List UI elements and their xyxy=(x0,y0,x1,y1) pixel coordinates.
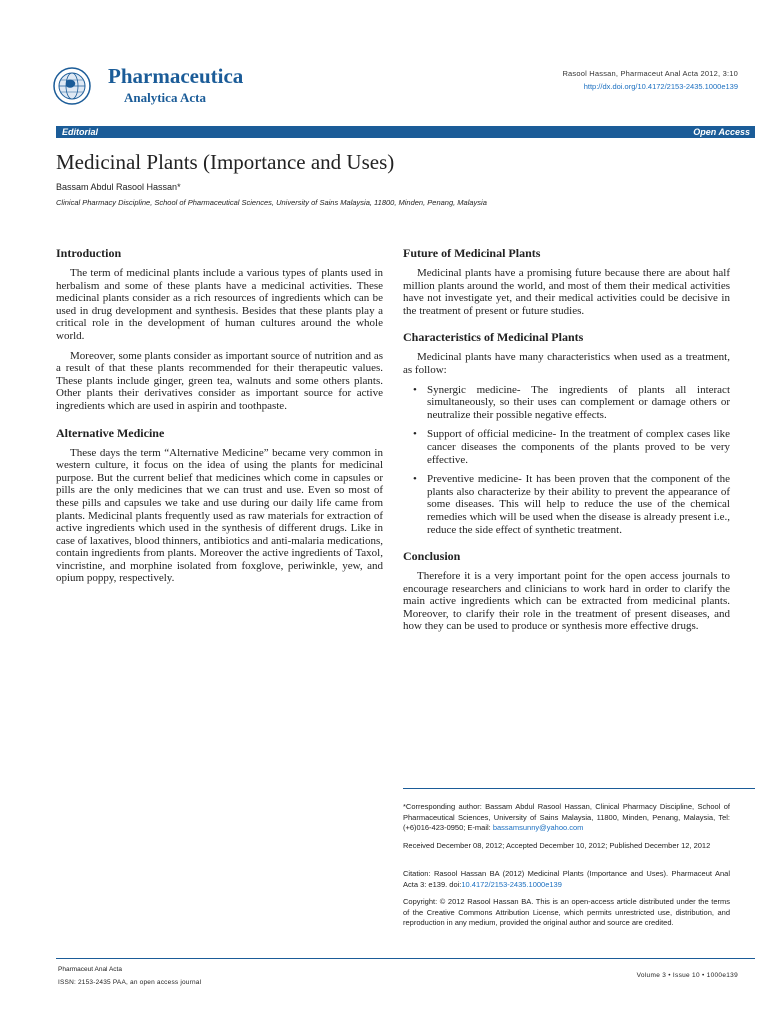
list-item-text: Support of official medicine- In the treatment of complex cases like cancer diseases the components of the plants proved to be very effective. xyxy=(427,428,730,466)
paragraph: Therefore it is a very important point for the open access journals to encourage researchers and clinicians to work hard in order to clarify the main active ingredients which can be extracted from medicinal plants. Moreover, to clarify their role in the treatment of present diseases, and how they can be used to produce or synthesis more effective drugs. xyxy=(403,570,730,633)
header-doi-link[interactable]: http://dx.doi.org/10.4172/2153-2435.1000e139 xyxy=(583,82,738,91)
bullet-icon: • xyxy=(413,383,417,396)
author-affiliation: Clinical Pharmacy Discipline, School of Pharmaceutical Sciences, University of Sains Malaysia, 11800, Minden, Penang, Malaysia xyxy=(56,198,487,207)
list-item xyxy=(413,428,730,466)
citation-note xyxy=(403,869,730,890)
bullet-icon: • xyxy=(413,473,417,486)
section-heading-introduction: Introduction xyxy=(56,246,122,260)
list-item-text: Synergic medicine- The ingredients of plants all interact simultaneously, so their uses can complement or damage others or neutralize their possible negative effects. xyxy=(427,383,730,421)
footer-divider xyxy=(56,958,755,959)
footer-issn: ISSN: 2153-2435 PAA, an open access journal xyxy=(58,979,202,986)
bullet-icon: • xyxy=(413,428,417,441)
paragraph: The term of medicinal plants include a various types of plants used in herbalism and some of these plants have a medicinal activities. These medicinal plants consider as a rich resources of ingredients which can be used in drug development and synthesis. Besides that these plants play a critical role in the development of human cultures around the whole world. xyxy=(56,267,383,342)
list-item xyxy=(413,383,730,422)
journal-title: Pharmaceutica xyxy=(108,64,244,88)
footer-journal-abbrev: Pharmaceut Anal Acta xyxy=(58,966,122,973)
list-item xyxy=(413,473,730,536)
characteristics-list xyxy=(403,384,730,537)
paragraph: Medicinal plants have many characteristics when used as a treatment, as follow: xyxy=(403,351,730,376)
article-type-bar xyxy=(56,126,755,138)
open-access-label: Open Access xyxy=(693,127,750,137)
section-heading-conclusion: Conclusion xyxy=(403,549,461,564)
paragraph: Moreover, some plants consider as important source of nutrition and as a result of that these plants recommended for their therapeutic values. These plants include ginger, green tea, walnuts and some others plants. Other plants their derivatives consider as important source for active ingredients which are used in aspirin and toothpaste. xyxy=(56,349,383,412)
article-title: Medicinal Plants (Importance and Uses) xyxy=(56,150,395,174)
section-heading-future: Future of Medicinal Plants xyxy=(403,246,541,260)
paragraph: These days the term “Alternative Medicine” became very common in western culture, it focus on the idea of using the plants for medicinal purpose. But the current belief that medicines which come in capsules or pills are the only medicines that we can trust and use. Even so most of these pills and capsules we take and use during our daily life came from plants. Medicinal plants frequently used as raw materials for extraction of active ingredients which used in the synthesis of different drugs. Like in case of laxatives, blood thinners, antibiotics and anti-malaria medications, contain ingredients from plants. Moreover the active ingredients of Taxol, vincristine, and morphine isolated from foxglove, periwinkle, yew, and opium poppy, respectively. xyxy=(56,446,383,585)
list-item-text: Preventive medicine- It has been proven that the component of the plants also characterize by their ability to prevent the appearance of some diseases. This will help to reduce the use of the chemical remedies which will be used when the disease is already present i.e., reduce the side effect of synthetic treatment. xyxy=(427,473,730,536)
corresponding-author-text: *Corresponding author: Bassam Abdul Rasool Hassan, Clinical Pharmacy Discipline, School of Pharmaceutical Sciences, University of Sains Malaysia, 11800, Minden, Penang, Malaysia, Tel: (+6)016-423-0950; E-mail: xyxy=(403,802,730,832)
globe-logo-icon xyxy=(52,66,92,106)
copyright-note: Copyright: © 2012 Rasool Hassan BA. This is an open-access article distributed under the terms of the Creative Commons Attribution License, which permits unrestricted use, distribution, and reproduction in any medium, provided the original author and source are credited. xyxy=(403,897,730,927)
corresponding-author-note xyxy=(403,802,730,834)
journal-subtitle: Analytica Acta xyxy=(124,90,206,105)
header-citation: Rasool Hassan, Pharmaceut Anal Acta 2012, 3:10 xyxy=(562,69,738,78)
footer-volume-issue: Volume 3 • Issue 10 • 1000e139 xyxy=(636,972,738,979)
section-heading-alternative-medicine: Alternative Medicine xyxy=(56,425,165,440)
author-name: Bassam Abdul Rasool Hassan* xyxy=(56,182,181,192)
paragraph: Medicinal plants have a promising future because there are about half million plants around the world, and most of them their medical activities have not investigate yet, and their medical activities could be decisive in the treatment of present or future studies. xyxy=(403,267,730,317)
right-column xyxy=(403,246,730,640)
citation-text: Citation: Rasool Hassan BA (2012) Medicinal Plants (Importance and Uses). Pharmaceut Anal Acta 3: e139. doi: xyxy=(403,869,730,889)
author-email-link[interactable]: bassamsunny@yahoo.com xyxy=(492,823,584,832)
article-type-label: Editorial xyxy=(62,127,99,137)
footnote-divider xyxy=(403,788,755,789)
received-dates-note: Received December 08, 2012; Accepted December 10, 2012; Published December 12, 2012 xyxy=(403,841,711,850)
left-column xyxy=(56,246,383,592)
citation-doi-link[interactable]: 10.4172/2153-2435.1000e139 xyxy=(461,879,562,889)
section-heading-characteristics: Characteristics of Medicinal Plants xyxy=(403,330,584,345)
